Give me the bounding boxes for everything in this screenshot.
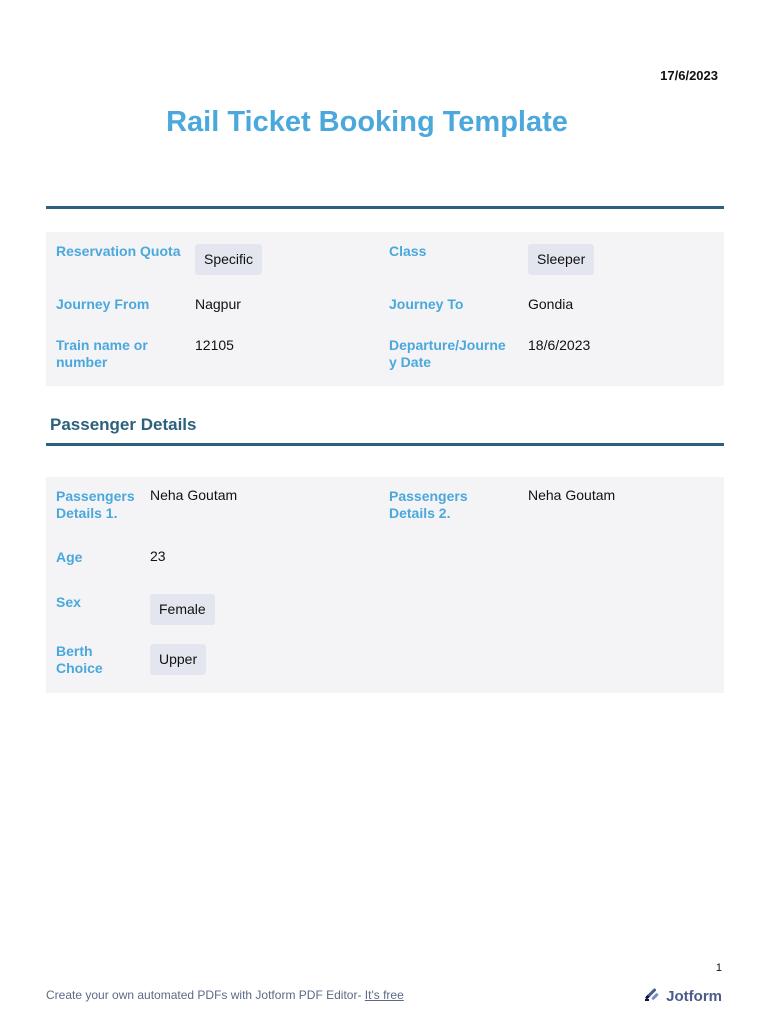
- jotform-brand-name: Jotform: [666, 987, 722, 1005]
- footer-link[interactable]: It's free: [364, 988, 404, 1002]
- class-value: Sleeper: [528, 244, 594, 275]
- class-label: Class: [389, 243, 427, 259]
- passenger-1-label: Passengers Details 1.: [56, 488, 135, 521]
- jotform-logo[interactable]: [644, 986, 722, 1006]
- footer-text: Create your own automated PDFs with Jotform PDF Editor-: [46, 988, 362, 1002]
- journey-from-label: Journey From: [56, 296, 150, 312]
- train-label: Train name or number: [56, 337, 148, 370]
- journey-to-label: Journey To: [389, 296, 464, 312]
- jotform-logo-icon: [644, 986, 660, 1006]
- berth-choice-label: Berth Choice: [56, 643, 103, 676]
- sex-label: Sex: [56, 594, 81, 610]
- passenger-2-label: Passengers Details 2.: [389, 488, 468, 521]
- passenger-1-value: Neha Goutam: [150, 487, 238, 503]
- age-value: 23: [150, 548, 166, 564]
- page-title: Rail Ticket Booking Template: [166, 106, 568, 138]
- header-divider: [46, 206, 724, 209]
- age-label: Age: [56, 549, 83, 565]
- journey-to-value: Gondia: [528, 296, 574, 312]
- reservation-quota-label: Reservation Quota: [56, 243, 181, 259]
- passenger-divider: [46, 443, 724, 446]
- sex-value: Female: [150, 594, 215, 625]
- passenger-2-value: Neha Goutam: [528, 487, 616, 503]
- departure-date-value: 18/6/2023: [528, 337, 591, 353]
- reservation-quota-value: Specific: [195, 244, 262, 275]
- passenger-details-heading: Passenger Details: [50, 415, 197, 434]
- passenger-details-panel: [46, 477, 724, 693]
- page-number: 1: [715, 962, 722, 974]
- document-date: 17/6/2023: [660, 68, 718, 83]
- journey-from-value: Nagpur: [195, 296, 241, 312]
- booking-details-panel: [46, 232, 724, 386]
- train-value: 12105: [195, 337, 234, 353]
- footer-note: [46, 988, 404, 1002]
- departure-date-label: Departure/Journe y Date: [389, 337, 506, 370]
- berth-choice-value: Upper: [150, 644, 206, 675]
